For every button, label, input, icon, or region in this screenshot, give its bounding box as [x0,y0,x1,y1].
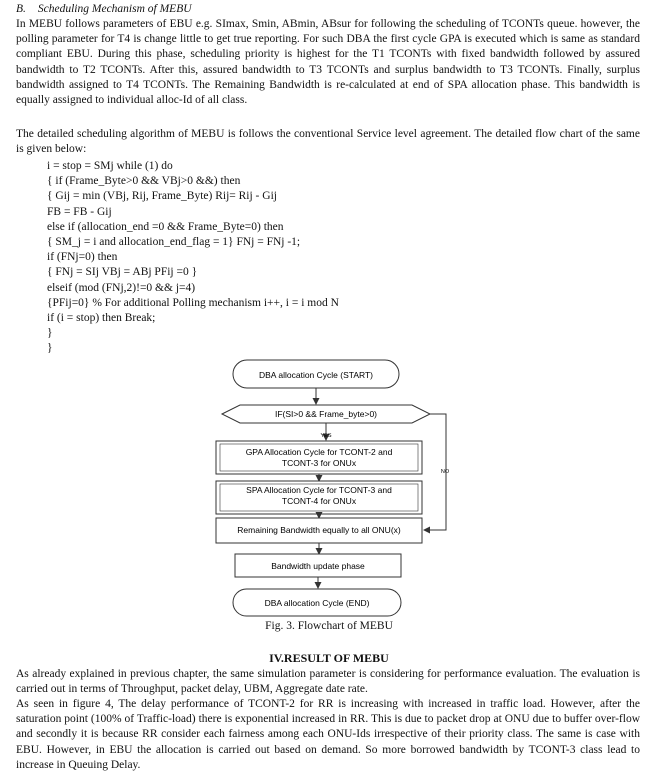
subsection-number: B. [16,3,26,15]
section-heading: IV.RESULT OF MEBU [269,651,389,665]
paragraph-mebu-parameters: In MEBU follows parameters of EBU e.g. SImax, Smin, ABmin, ABsur for following the scheduling of TCONTs queue. however, the polling parameter for T4 is change little to get true reporting. For such DBA the first cycle GPA is executed which is same as standard compliant EBU. During this phase, scheduling priority is highest for the T1 TCONTs with fixed bandwidth followed by assured bandwidth to T2 TCONTs. After this, assured bandwidth to T3 TCONTs and surplus bandwidth to T3 TCONTs. Finally, surplus bandwidth assigned to T4 TCONTs. The Remaining Bandwidth is re-calculated at end of SPA allocation phase. This bandwidth is equally assigned to individual alloc-Id of all class. [16,18,640,107]
algorithm-line: { FNj = SIj VBj = ABj PFij =0 } [47,266,198,279]
flowchart-spa-line1: SPA Allocation Cycle for TCONT-3 and [246,485,392,495]
algorithm-line: FB = FB - Gij [47,205,112,218]
algorithm-listing [47,159,339,357]
algorithm-line: {PFij=0} % For additional Polling mechanism i++, i = i mod N [47,296,339,309]
algorithm-line: i = stop = SMj while (1) do [47,160,173,172]
paragraph-delay-performance: As seen in figure 4, The delay performance of TCONT-2 for RR is increasing with increased in traffic load. However, after the saturation point (100% of Traffic-load) there is exponential increased in RR. This is due to packet drop at ONU due to buffer over-flow and secondly it is because RR consider each fairness among each ONU-Ids irrespective of their priority class. The same is case with EBU. However, in EBU the allocation is carried out based on demand. So more borrowed bandwidth by TCONT-3 class lead to increase in Queuing Delay. [16,698,640,771]
flowchart [200,357,470,619]
paragraph-algorithm-intro: The detailed scheduling algorithm of MEBU is follows the conventional Service level agreement. The detailed flow chart of the same is given below: [16,128,640,156]
algorithm-line: { SM_j = i and allocation_end_flag = 1} FNj = FNj -1; [47,236,301,249]
algorithm-line: else if (allocation_end =0 && Frame_Byte=0) then [47,220,284,233]
subsection-heading [16,3,192,15]
algorithm-line: if (FNj=0) then [47,251,118,264]
flowchart-update-label: Bandwidth update phase [271,561,365,571]
algorithm-line: } [47,342,53,355]
paragraph-evaluation: As already explained in previous chapter, the same simulation parameter is considering for performance evaluation. The evaluation is carried out in terms of Throughput, packet delay, UBM, Aggregate date rate. [16,668,640,696]
algorithm-line: if (i = stop) then Break; [47,312,156,325]
flowchart-end-label: DBA allocation Cycle (END) [264,598,370,608]
flowchart-gpa-line2: TCONT-3 for ONUx [281,458,357,468]
flowchart-no-label: NO [440,469,450,475]
flowchart-spa-line2: TCONT-4 for ONUx [281,496,357,506]
algorithm-line: elseif (mod (FNj,2)!=0 && j=4) [47,281,196,294]
subsection-title: Scheduling Mechanism of MEBU [37,3,192,15]
algorithm-line: } [47,327,53,340]
algorithm-line: { if (Frame_Byte>0 && VBj>0 &&) then [47,175,241,188]
flowchart-gpa-line1: GPA Allocation Cycle for TCONT-2 and [245,447,393,457]
flowchart-start-label: DBA allocation Cycle (START) [259,370,373,380]
flowchart-decision-label: IF(SI>0 && Frame_byte>0) [274,409,378,419]
figure-caption: Fig. 3. Flowchart of MEBU [265,620,393,632]
algorithm-line: { Gij = min (VBj, Rij, Frame_Byte) Rij= Rij - Gij [47,190,277,203]
flowchart-remaining-label: Remaining Bandwidth equally to all ONU(x) [237,525,401,535]
flowchart-yes-label: YES [320,433,332,439]
